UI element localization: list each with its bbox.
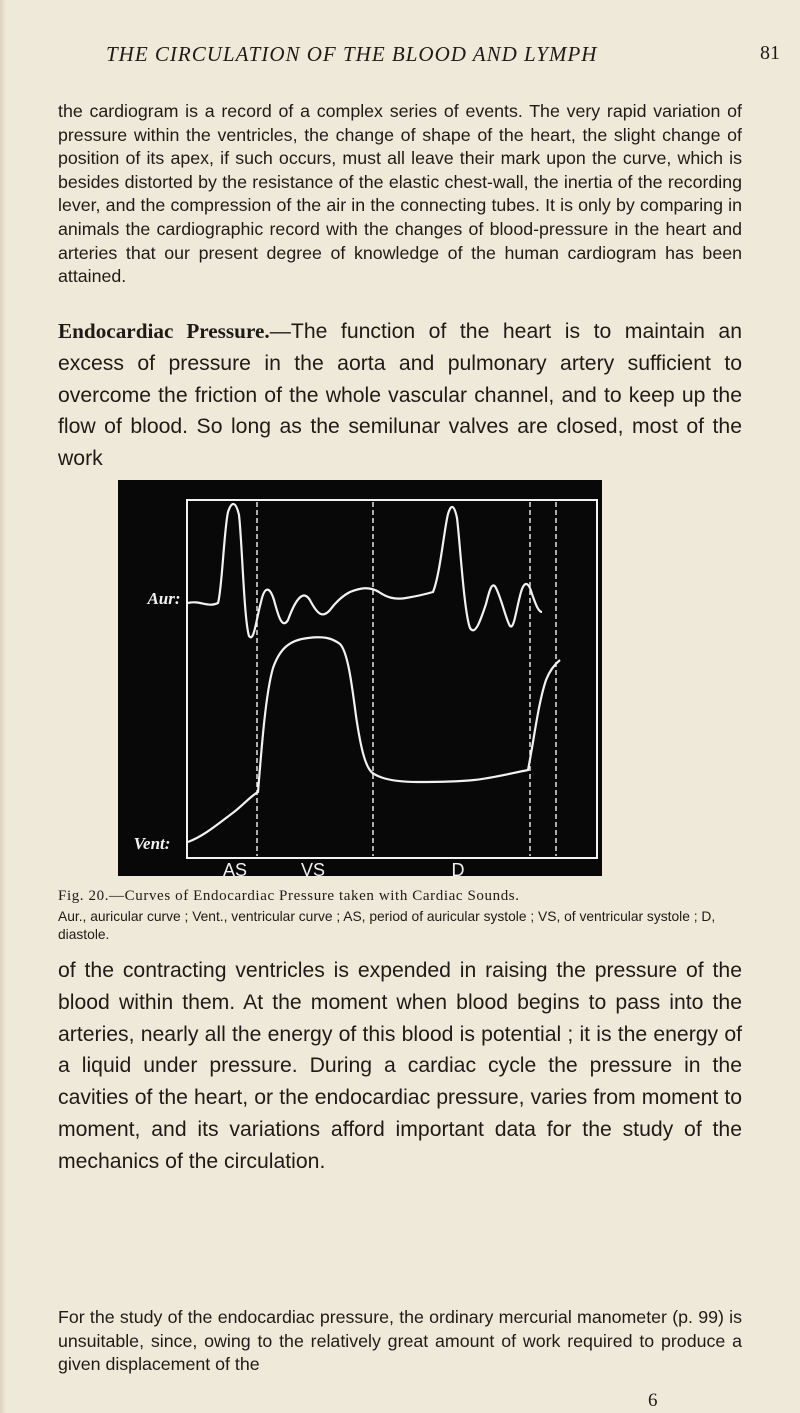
paragraph-contracting-ventricles: of the contracting ventricles is expended in raising the pressure of the blood within them. At the moment when blood begins to pass into the arteries, nearly all the energy of this blood is potential ; it is the energy of a liquid under pressure. During a cardiac cycle the pressure in the cavities of the heart, or the endocardiac pressure, varies from moment to moment, and its variations afford important data for the study of the mechanics of the circulation. [58, 959, 742, 1173]
page-folio: 81 [760, 42, 780, 64]
section-heading: Endocardiac Pressure. [58, 319, 270, 343]
page-header [106, 42, 780, 78]
paragraph-cardiogram: the cardiogram is a record of a complex series of events. The very rapid variation of pressure within the ventricles, the change of shape of the heart, the slight change of position of its apex, if such occurs, must all leave their mark upon the curve, which is besides distorted by the resistance of the elastic chest-wall, the inertia of the recording lever, and the compression of the air in the connecting tubes. It is only by comparing in animals the cardiographic record with the changes of blood-pressure in the heart and arteries that our present degree of knowledge of the human cardiogram has been attained. [58, 101, 742, 287]
figure-frame [187, 500, 597, 858]
page-binding-edge [0, 0, 6, 1413]
auricular-curve [188, 504, 542, 637]
figure-endocardiac-curves [118, 480, 602, 876]
running-title: THE CIRCULATION OF THE BLOOD AND LYMPH [106, 42, 598, 66]
figure-plate [118, 480, 602, 876]
paragraph-endocardiac-pressure [58, 316, 742, 475]
auricular-curve-label: Aur: [147, 589, 181, 608]
period-label-diastole: D [451, 860, 465, 876]
ventricular-curve-label: Vent: [133, 834, 171, 853]
period-label-ventricular-systole: VS [300, 860, 326, 876]
period-label-auricular-systole: AS [222, 860, 248, 876]
ventricular-curve [188, 637, 560, 842]
page-signature-number: 6 [648, 1390, 658, 1411]
section-text: —The function of the heart is to maintain an excess of pressure in the aorta and pulmonary artery sufficient to overcome the friction of the whole vascular channel, and to keep up the flow of blood. So long as the semilunar valves are closed, most of the work [58, 320, 742, 471]
paragraph-mercurial-manometer: For the study of the endocardiac pressure, the ordinary mercurial manometer (p. 99) is unsuitable, since, owing to the relatively great amount of work required to produce a given displacement of the [58, 1307, 742, 1375]
figure-caption-title: Fig. 20.—Curves of Endocardiac Pressure taken with Cardiac Sounds. [58, 888, 520, 904]
figure-caption-legend: Aur., auricular curve ; Vent., ventricular curve ; AS, period of auricular systole ; VS, of ventricular systole ; D, diastole. [58, 909, 716, 942]
